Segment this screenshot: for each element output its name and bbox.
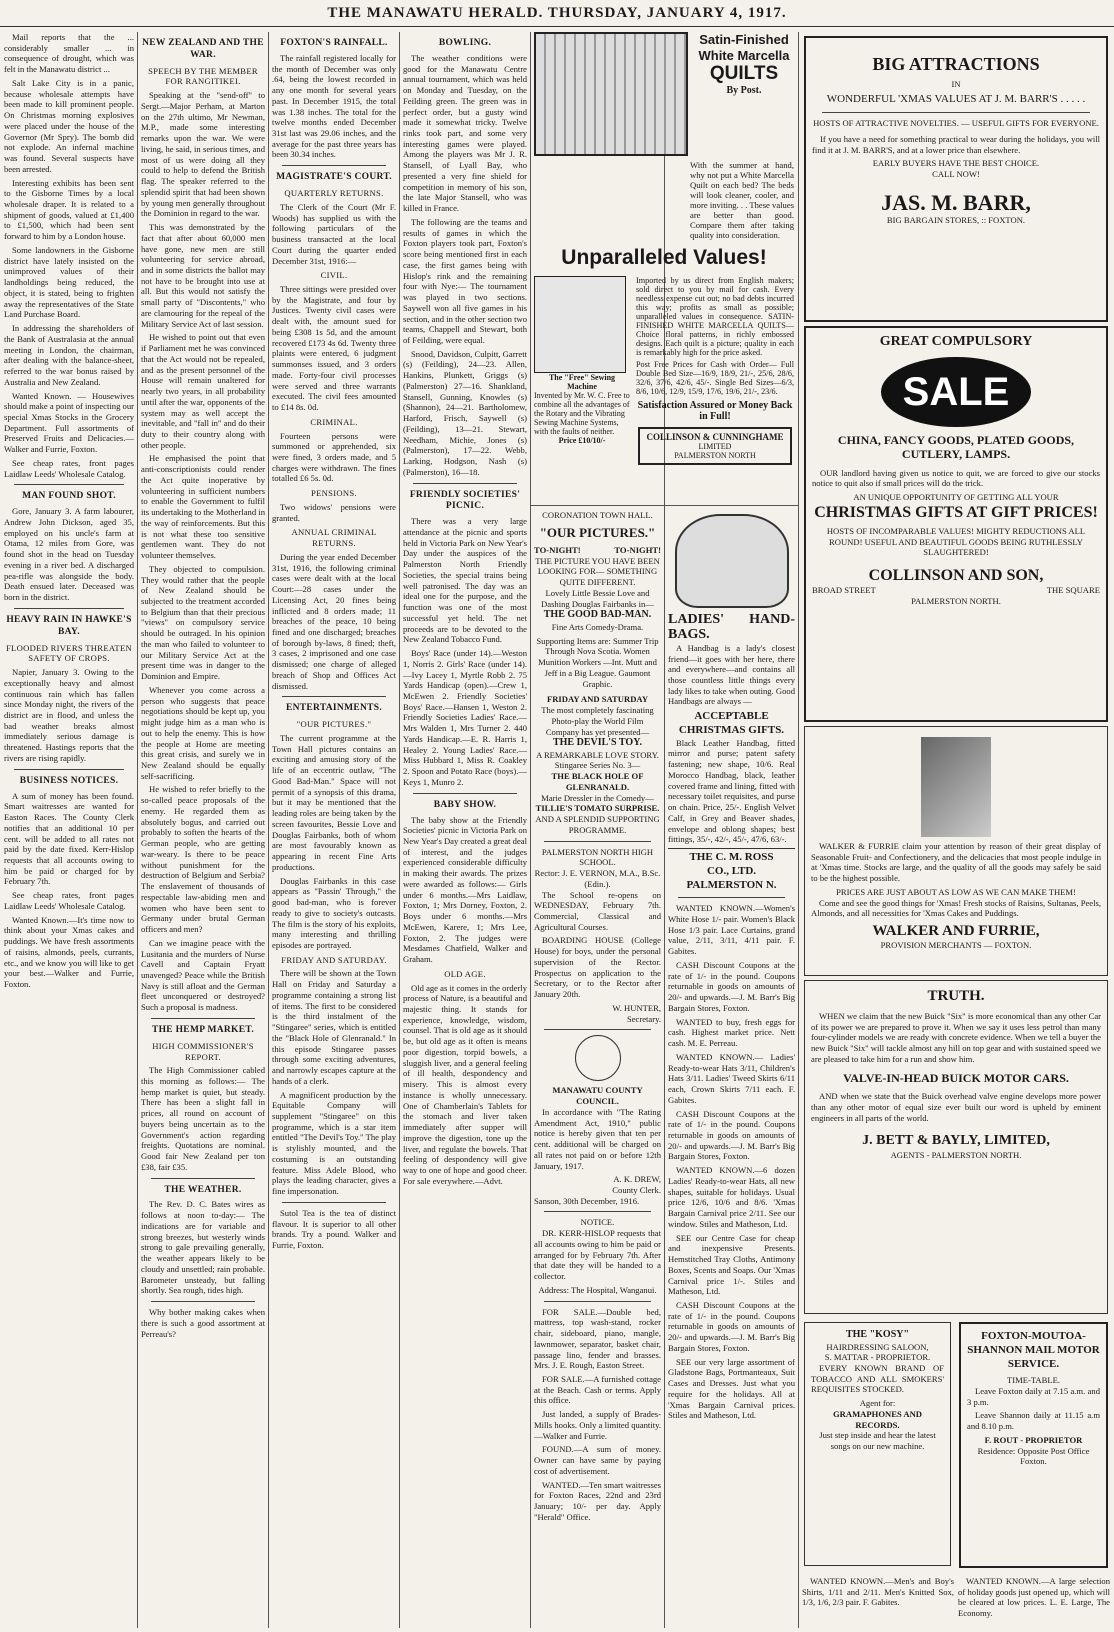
ad-guarantee: Satisfaction Assured or Money Back in Full! bbox=[637, 400, 793, 423]
article-paragraph: Interesting exhibits has been sent to the Gisborne Times by a local wholesale draper. It is related to a shipment of goods, valued at £1,400 to £1,500, which had been sent forward to him by a London house. bbox=[4, 177, 134, 242]
walker-advertisement bbox=[804, 726, 1108, 976]
classified-ad: Just landed, a supply of Brades-Mills hooks. Only a limited quantity.—Walker and Furrie. bbox=[534, 1409, 661, 1441]
ad-headline: CHRISTMAS GIFTS AT GIFT PRICES! bbox=[814, 503, 1098, 521]
truth-advertisement bbox=[804, 980, 1108, 1314]
divider bbox=[151, 1301, 255, 1302]
divider bbox=[282, 696, 386, 697]
article-paragraph: Douglas Fairbanks in this case appears as "Passin' Through," the good bad-man, who is forever ready to give to society's outcasts. The film is the story of his exploits, many interesting and thrilling episodes are portrayed. bbox=[272, 875, 396, 950]
show-text: Lovely Little Bessie Love and Dashing Douglas Fairbanks in— bbox=[541, 587, 654, 609]
ad-text: HOSTS OF INCOMPARABLE VALUES! MIGHTY REDUCTIONS ALL ROUND! USEFUL AND BEAUTIFUL GOODS BEING RUTHLESSLY SLAUGHTERED! bbox=[826, 525, 1086, 558]
bags-text: A Handbag is a lady's closest friend—it goes with her here, there and everywhere—and contains all those countless little things every lady likes to take when outing. Good Handbags are always — bbox=[668, 642, 795, 707]
article-paragraph: Can we imagine peace with the Lusitania and the murders of Nurse Cavell and Captain Fryatt unavenged? Peace while the British Navy is still afloat and the German fleet unconquered or destroyed? Such a proposal is madness. bbox=[141, 937, 265, 1013]
show-text: The most completely fascinating Photo-play the World Film Company has yet presented— bbox=[541, 705, 654, 737]
christmas-tree-illustration bbox=[921, 737, 991, 837]
ad-body: With the summer at hand, why not put a White Marcella Quilt on each bed? The beds will look cleaner, cooler, and more inviting. . . These values are better than good. Compare them after taking quality into consideration. bbox=[690, 160, 794, 240]
divider bbox=[678, 897, 785, 898]
column-2 bbox=[141, 32, 265, 1628]
article-paragraph: The High Commissioner cabled this morning as follows:— The hemp market is quiet, but steady. There has been a slight fall in prices, all round on account of buyers being uncertain as to the Government's action regarding freights. Quotations are nominal. Good fair New Zealand per ton £38, fair £35. bbox=[141, 1065, 265, 1172]
divider bbox=[544, 1029, 651, 1030]
article-paragraph: Sutol Tea is the tea of distinct flavour. It is superior to all other brands. Try a pound. Walker and Furrie, Foxton. bbox=[272, 1207, 396, 1251]
column-rule bbox=[798, 32, 799, 1628]
divider bbox=[822, 112, 1090, 113]
subheadline: OLD AGE. bbox=[444, 968, 486, 979]
classified-ad: WANTED.—Ten smart waitresses for Foxton Races, 22nd and 23rd January; 10/- per day. Apply "Herald" Office. bbox=[534, 1479, 661, 1522]
ad-title: White Marcella bbox=[698, 47, 790, 63]
show-text: Supporting Items are: Summer Trip Through Nova Scotia. Women Munition Workers —Int. Mutt and Jeff in a Big League. Gaumont Graphic. bbox=[536, 635, 659, 689]
signature-title: Secretary. bbox=[626, 1013, 661, 1024]
notice-text: DR. KERR-HISLOP requests that all accounts owing to him be paid or arranged for by February 7th. After that date they will be handed to a collector. bbox=[534, 1228, 661, 1282]
ad-address: PALMERSTON NORTH. bbox=[911, 596, 1001, 607]
signature: W. HUNTER, bbox=[612, 1002, 661, 1013]
bags-text: Black Leather Handbag, fitted mirror and purse; patent safety fastening; new shape, 10/6. Real Morocco Handbag, black, leather covered frame and lining, fitted with necessary toilet requisites, and purse on chain. Price, 25/-. English Velvet Calf, in Grey and Beaver shades, envelope and oblong shapes; best fittings, 35/-, 42/-, 45/-, 47/6, 63/-. bbox=[668, 737, 795, 845]
firm-name: PALMERSTON N. bbox=[686, 878, 777, 891]
show-text: Stingaree Series No. 3— bbox=[554, 760, 641, 771]
quilt-advertisement bbox=[534, 32, 794, 504]
ad-text: If you have a need for something practical to wear during the holidays, you will find it at J. M. BARR'S, and at a lower price than elsewhere. bbox=[812, 133, 1100, 155]
classified-ad: WANTED KNOWN.— Ladies' Ready-to-wear Hats 3/11, Children's Hats 3/11. Ladies' Tweed Skirts 6/11 each, Crown Skirts 7/11 each. F. Gabites. bbox=[668, 1051, 795, 1105]
article-paragraph: Some landowners in the Gisborne district have lately insisted on the unimproved values of their landholdings being reduced, the object, it is stated, being to frighten away the representatives of the State Land Purchase Board. bbox=[4, 244, 134, 320]
classified-ad: FOR SALE.—A furnished cottage at the Beach. Cash or terms. Apply this office. bbox=[534, 1373, 661, 1406]
ad-text: Residence: Opposite Post Office Foxton. bbox=[977, 1445, 1090, 1467]
tonight-label: TO-NIGHT! bbox=[614, 544, 661, 555]
headline: THE WEATHER. bbox=[164, 1184, 242, 1195]
column-4 bbox=[403, 32, 527, 1628]
subheadline: CRIMINAL. bbox=[310, 416, 358, 427]
article-paragraph: Two widows' pensions were granted. bbox=[272, 501, 396, 523]
firm-name: CO., LTD. bbox=[706, 864, 757, 877]
ad-firm: J. BETT & BAYLY, LIMITED, bbox=[862, 1133, 1050, 1149]
column-6 bbox=[668, 510, 795, 1628]
article-paragraph: Whenever you come across a person who suggests that peace negotiations should be kept up, you might judge him as a man who is out to help the enemy. This is how the people at Home are meeting this great crisis, and surely we in New Zealand should be equally self-sacrificing. bbox=[141, 684, 265, 781]
show-text: Fine Arts Comedy-Drama. bbox=[551, 621, 644, 632]
signature: A. K. DREW, bbox=[613, 1174, 661, 1185]
ad-text: PRICES ARE JUST ABOUT AS LOW AS WE CAN MAKE THEM! bbox=[836, 886, 1076, 897]
ad-text: AND when we state that the Buick overhead valve engine develops more power than any other motor of equal size ever built our word is upheld by eminent engineers in all parts of the world. bbox=[811, 1091, 1101, 1123]
subheadline: QUARTERLY RETURNS. bbox=[284, 188, 384, 199]
ad-text: WONDERFUL 'XMAS VALUES AT J. M. BARR'S . . . . . bbox=[826, 93, 1086, 106]
headline: BUSINESS NOTICES. bbox=[19, 775, 119, 786]
divider bbox=[531, 505, 798, 506]
article-paragraph: See cheap rates, front pages Laidlaw Leeds' Wholesale Catalog. bbox=[4, 457, 134, 479]
article-paragraph: The Rev. D. C. Bates wires as follows at noon to-day:— The indications are for variable and strong breezes, but westerly winds strong to gale prevailing generally, the weather appears likely to be cloudy and unsettled; rain probable. Barometer unsteady, but falling shortly. Sea rough, tides high. bbox=[141, 1199, 265, 1296]
subheadline: SPEECH BY THE MEMBER FOR RANGITIKEI. bbox=[148, 65, 258, 87]
headline: HEAVY RAIN IN HAWKE'S BAY. bbox=[6, 614, 132, 637]
quilt-illustration bbox=[534, 32, 688, 156]
school-head: PALMERSTON NORTH HIGH bbox=[541, 846, 654, 857]
article-paragraph: There will be shown at the Town Hall on Friday and Saturday a programme containing a strong list of items. The first to be considered is the third instalment of the "Stingaree" series, which is entitled the "Black Hole of Glenranald." In this episode Stingaree passes through some exciting adventures, and narrowly escapes capture at the hands of a clerk. bbox=[272, 968, 396, 1086]
firm-ltd: LIMITED bbox=[698, 442, 732, 452]
article-paragraph: Boys' Race (under 14).—Weston 1, Norris 2. Girls' Race (under 14).—Ivy Lacey 1, Myrtle Robb 2. 75 Yards Handicap (open).—Crew 1, McEwen 2. Friendly Societies' Boys' Race.—Hansen 1, Weston 2. Friendly Societies Ladies' Race.—Mrs Walden 1, Mrs Turner 2. 440 Yards Handicap.—E. R. Harris 1, Healey 2. Young Ladies' Race.—Miss Hubbard 1, Miss R. Coakley 2. Spoon and Potato Race (boys).—Keys 1, Munro 2. bbox=[403, 648, 527, 787]
classified-ad: CASH Discount Coupons at the rate of 1/- in the pound. Coupons returnable in goods on amounts of 20/- and upwards.—J. M. Barr's Big Bargain Stores, Foxton. bbox=[668, 1299, 795, 1353]
ad-text: CALL NOW! bbox=[932, 169, 980, 180]
ad-address: BROAD STREET bbox=[812, 585, 876, 596]
subheadline: FLOODED RIVERS THREATEN SAFETY OF CROPS. bbox=[5, 642, 133, 664]
ad-headline: Unparalleled Values! bbox=[561, 246, 767, 269]
article-paragraph: There was a very large attendance at the picnic and sports held in Victoria Park on New Year's Day under the auspices of the Palmerston North Friendly Societies, the special trains being well patronised. The day was an ideal one for the purpose, and the function was one of the most successful yet held. The net proceeds are to be devoted to the New Zealand Tobacco Fund. bbox=[403, 516, 527, 645]
article-paragraph: This was demonstrated by the fact that after about 60,000 men have gone, new men are still volunteering for service abroad, and in some districts the ballot may not have to be brought into use at all. But this would not satisfy the small party of "Discontents," who are clamouring for the repeal of the Military Service Act of last session. bbox=[141, 222, 265, 329]
ad-text: S. MATTAR - PROPRIETOR. bbox=[824, 1352, 931, 1363]
classified-ad: WANTED KNOWN.—A large selection of holiday goods just opened up, which will be cleared at low prices. L. E. Large, The Economy. bbox=[958, 1576, 1110, 1619]
article-paragraph: Why bother making cakes when there is such a good assortment at Perreau's? bbox=[141, 1307, 265, 1339]
classified-ad: SEE our very large assortment of Gladstone Bags, Portmanteaux, Suit Cases and Dresses. Just what you require for the holidays. All at 'Xmas Bargain Carnival prices. Stiles and Matheson, Ltd. bbox=[668, 1356, 795, 1421]
ad-text: Agent for: bbox=[859, 1398, 896, 1409]
show-text: THE PICTURE YOU HAVE BEEN LOOKING FOR— SOMETHING QUITE DIFFERENT. bbox=[535, 555, 660, 588]
classified-ad: FOUND.—A sum of money. Owner can have same by paying cost of advertisement. bbox=[534, 1444, 661, 1476]
headline: ENTERTAINMENTS. bbox=[285, 703, 383, 714]
ad-text: PROVISION MERCHANTS — FOXTON. bbox=[880, 940, 1032, 951]
council-text: In accordance with "The Rating Amendment Act, 1910," public notice is hereby given that ten per cent. additional will be charged on all rates not paid on or before 12th January, 1917. bbox=[534, 1106, 661, 1171]
firm-name: THE C. M. ROSS bbox=[668, 848, 795, 865]
feature-title: THE BLACK HOLE OF GLENRANALD. bbox=[551, 771, 644, 792]
article-paragraph: A sum of money has been found. Smart waitresses are wanted for Easton Races. The County Clerk notifies that an additional 10 per cent. will be added to all rates not paid by the date fixed. Kerr-Hislop requests that all accounts owing to him be paid or charged for by February 7th. bbox=[4, 790, 134, 887]
ad-headline: BIG ATTRACTIONS bbox=[872, 54, 1040, 74]
ad-text: WALKER & FURRIE claim your attention by reason of their great display of Seasonable Fruit- and Confectionery, and the delicacies that most people indulge in at 'Xmas time. Stocks are large, and the quality of all the goods may safely be said to be the highest possible. bbox=[811, 841, 1101, 884]
school-head: SCHOOL. bbox=[579, 857, 616, 868]
column-3 bbox=[272, 32, 396, 1628]
ad-headline: GREAT COMPULSORY bbox=[879, 334, 1033, 349]
machine-label: The "Free" Sewing Machine bbox=[548, 373, 616, 392]
article-paragraph: The rainfall registered locally for the month of December was only .64, being the lowest recorded in any one month for several years past. In December 1915, the total was 1.38 inches. The total for the twelve months ended December 31st last was 29.06 inches, and the average for the past three years has been 30.34 inches. bbox=[272, 52, 396, 160]
column-rule bbox=[137, 32, 138, 1628]
school-text: The School re-opens on WEDNESDAY, February 7th. Commercial, Classical and Agricultural Courses. bbox=[534, 889, 661, 932]
headline: FOXTON'S RAINFALL. bbox=[280, 38, 388, 48]
signature-title: County Clerk. bbox=[612, 1184, 661, 1195]
article-paragraph: Wanted Known.—It's time now to think about your Xmas cakes and puddings. We have fresh assortments of raisins, almonds, peels, currants, etc., and we know you will like to get your best.—Walker and Furrie, Foxton. bbox=[4, 914, 134, 990]
sale-badge: SALE bbox=[881, 357, 1031, 427]
article-paragraph: He wished to refer briefly to the so-called peace proposals of the enemy. He regarded them as absolutely bogus, and carried out probably to soften the hearts of the German people, who are getting war-weary. Is there to be peace without punishment for the destruction of Belgium and Serbia? The enslavement of thousands of respectable law-abiding men and women who have been sent to Germany under brutal German officers and men? bbox=[141, 784, 265, 935]
ad-firm: COLLINSON AND SON, bbox=[868, 567, 1044, 585]
divider bbox=[151, 1178, 255, 1179]
feature-title: THE GOOD BAD-MAN. bbox=[543, 609, 652, 621]
ad-subtitle: By Post. bbox=[726, 85, 762, 97]
classified-ad: WANTED KNOWN.—Women's White Hose 1/- pair. Women's Black Hose 1/3 pair. Lace Curtains, grand value, 2/11, 3/11, 4/11 pair. F. Gabites. bbox=[668, 903, 795, 957]
column-rule bbox=[268, 32, 269, 1628]
feature-title: THE DEVIL'S TOY. bbox=[552, 737, 643, 749]
ad-headline: THE "KOSY" bbox=[845, 1329, 910, 1340]
firm-location: PALMERSTON NORTH bbox=[674, 451, 756, 461]
article-paragraph: See cheap rates, front pages Laidlaw Leeds' Wholesale Catalog. bbox=[4, 890, 134, 911]
council-head: MANAWATU COUNTY COUNCIL. bbox=[552, 1085, 643, 1107]
column-5 bbox=[534, 510, 661, 1628]
ad-firm: JAS. M. BARR, bbox=[881, 189, 1031, 215]
show-text: Marie Dressler in the Comedy— bbox=[541, 792, 654, 803]
divider bbox=[544, 841, 651, 842]
column-7 bbox=[802, 32, 1110, 1628]
article-paragraph: He emphasised the point that anti-conscriptionists could render the Act quite inoperative by volunteering in sufficient numbers to enable the Government to fulfil its undertaking to the Motherland in the way of reinforcements. But this is not what these too sensitive gentlemen want. They do not volunteer themselves. bbox=[141, 453, 265, 561]
divider bbox=[544, 1211, 651, 1212]
ad-text: AGENTS - PALMERSTON NORTH. bbox=[890, 1150, 1022, 1161]
sewing-machine-illustration bbox=[534, 276, 626, 373]
ad-firm: WALKER AND FURRIE, bbox=[872, 923, 1040, 940]
classified-ad: WANTED KNOWN.—Men's and Boy's Shirts, 1/11 and 2/11. Men's Knitted Sox, 1/3, 1/6, 2/3 pair. F. Gabites. bbox=[802, 1576, 954, 1608]
article-paragraph: Three sittings were presided over by the Magistrate, and four by Justices. Twenty civil cases were dealt with, the amount sued for being £308 1s 5d, and the amount recovered £173 4s 6d. Twenty three plaints were entered, 6 judgment summonses issued, and 3 orders made. Forty-four civil processes were served and three warrants executed. The civil fees amounted to £14 8s. 0d. bbox=[272, 283, 396, 413]
firm-name: COLLINSON & CUNNINGHAME bbox=[646, 432, 784, 443]
classified-ad: WANTED to buy, fresh eggs for cash. Highest market price. Nett cash. M. E. Perreau. bbox=[668, 1016, 795, 1049]
divider bbox=[282, 165, 386, 166]
headline: THE HEMP MARKET. bbox=[151, 1024, 254, 1035]
divider bbox=[14, 484, 124, 485]
ad-text: IN bbox=[951, 78, 961, 89]
show-title: "OUR PICTURES." bbox=[539, 524, 656, 540]
ad-text: WHEN we claim that the new Buick "Six" is more economical than any other Car of its power we are prepared to prove it. When we say it uses less petrol than many four-cylinder models we are ready with concrete evidence. When we tell a buyer the new Buick "Six" will tackle almost any hill on top gear and with sustained speed we are pleased to take him for a run and show him. bbox=[811, 1011, 1101, 1064]
divider bbox=[151, 1018, 255, 1019]
notice-head: NOTICE. bbox=[580, 1217, 615, 1228]
headline: BABY SHOW. bbox=[433, 799, 497, 810]
divider bbox=[14, 608, 124, 609]
bags-subhead: ACCEPTABLE CHRISTMAS GIFTS. bbox=[678, 710, 785, 736]
show-text: A REMARKABLE LOVE STORY. bbox=[536, 749, 659, 760]
headline: FRIENDLY SOCIETIES' PICNIC. bbox=[409, 489, 521, 512]
article-paragraph: Wanted Known. — Housewives should make a point of inspecting our special Xmas Stocks in the Grocery Department. Full assortments of Preserved Fruits and Delicacies.—Walker and Furrie, Foxton. bbox=[4, 390, 134, 455]
bags-title: LADIES' HAND-BAGS. bbox=[668, 612, 795, 643]
ad-text: Leave Shannon daily at 11.15 a.m and 8.10 p.m. bbox=[967, 1410, 1100, 1432]
article-paragraph: Salt Lake City is in a panic, because wholesale attempts have been made to kill prominent people. On Christmas morning explosives were placed under the house of the Governor (Mr Spry). The bomb did not explode. An infernal machine was found. Several suspects have been arrested. bbox=[4, 77, 134, 174]
divider bbox=[413, 793, 517, 794]
article-paragraph: During the year ended December 31st, 1916, the following criminal cases were dealt with at the local Court:—28 cases under the Licensing Act, 20 fines being inflicted and 8 orders made; 11 breaches of the peace, 10 being fined and one discharged; breaches of borough by-laws, 8 fined; theft, 3 cases, 2 imprisoned and one case dismissed; one charge of alleged breach of Shop and Offices Act dismissed. bbox=[272, 551, 396, 691]
headline: BOWLING. bbox=[438, 38, 492, 48]
divider bbox=[14, 769, 124, 770]
barr-advertisement bbox=[804, 36, 1108, 322]
article-paragraph: The following are the teams and results of games in which the Foxton players took part, Foxton's score being mentioned first in each case, the first games being with Hislop's rink and the remaining four with Nye:— The tournament was played in two sections. Saywell won all five games in his section, and in the other section two teams, Chappell and Stewart, both of Feilding, were equal. bbox=[403, 216, 527, 345]
classified-ad: CASH Discount Coupons at the rate of 1/- in the pound. Coupons returnable in goods on amounts of 20/- and upwards.—J. M. Barr's Big Bargain Stores, Foxton. bbox=[668, 959, 795, 1013]
column-rule bbox=[530, 32, 531, 1628]
ad-text: OUR landlord having given us notice to quit, we are forced to give our stocks notice to quit also if small prices will do the trick. bbox=[812, 467, 1100, 489]
divider bbox=[282, 1202, 386, 1203]
article-paragraph: The Clerk of the Court (Mr F. Woods) has supplied us with the following particulars of the business transacted at the local Court during the quarter ended December 31st, 1916:— bbox=[272, 201, 396, 266]
article-paragraph: Napier, January 3. Owing to the exceptionally heavy and almost continuous rain which has fallen since Monday night, the rivers of the district are in flood, and unless the bad weather breaks almost immediately serious damage is threatened. Hastings reports that the rivers are rising rapidly. bbox=[4, 667, 134, 763]
classified-ad: SEE our Centre Case for cheap and inexpensive Presents. Hemstitched Tray Cloths, Antimony Boxes, Scents and Soaps. Our 'Xmas Carnival price 1/-. Stiles and Matheson, Ltd. bbox=[668, 1232, 795, 1297]
subheadline: CIVIL. bbox=[320, 270, 348, 281]
ad-text: Come and see the good things for 'Xmas! Fresh stocks of Raisins, Sultanas, Peels, Almonds, and all necessities for 'Xmas Cakes and Puddings. bbox=[811, 897, 1101, 919]
article-paragraph: The weather conditions were good for the Manawatu Centre annual tournament, which was held on Monday and Tuesday, on the Feilding green. The green was in perfect order, but a gusty wind made it somewhat tricky. Twelve rinks took part, and some very interesting games were played. Among the players was Mr J. R. Stansell, of Lyall Bay, who presented a very fine shield for competition in memory of his son, the late Major Stansell, who was killed in France. bbox=[403, 52, 527, 214]
ad-text: TIME-TABLE. bbox=[1006, 1375, 1060, 1386]
divider bbox=[413, 483, 517, 484]
show-text: AND A SPLENDID SUPPORTING PROGRAMME. bbox=[535, 814, 660, 835]
ad-text: Leave Foxton daily at 7.15 a.m. and 3 p.m. bbox=[967, 1385, 1100, 1407]
article-paragraph: The baby show at the Friendly Societies' picnic in Victoria Park on New Year's Day created a great deal of interest, and the judges experienced considerable difficulty in making their awards. The prizes were awarded as follows:— Girls under 6 months.—Mrs Laidlaw, Foxton, 1; Mrs Dorney, Foxton, 2. Boys under 6 months.—Mrs McEwen, Karere, 1; Mrs Lee, Foxton, 2. The judges were Mesdames Chatfield, Walker and Graham. bbox=[403, 814, 527, 965]
column-1 bbox=[4, 32, 134, 1628]
sale-advertisement bbox=[804, 326, 1108, 722]
coat-of-arms-icon bbox=[575, 1035, 621, 1081]
ad-text: F. ROUT - PROPRIETOR bbox=[984, 1434, 1083, 1445]
subheadline: ANNUAL CRIMINAL RETURNS. bbox=[291, 527, 377, 549]
venue: CORONATION TOWN HALL. bbox=[542, 510, 653, 520]
subheadline: HIGH COMMISSIONER'S REPORT. bbox=[152, 1040, 254, 1062]
council-date: Sanson, 30th December, 1916. bbox=[534, 1195, 640, 1206]
notice-address: Address: The Hospital, Wanganui. bbox=[538, 1284, 657, 1295]
ad-text: AN UNIQUE OPPORTUNITY OF GETTING ALL YOUR bbox=[853, 492, 1059, 503]
handbag-illustration bbox=[675, 514, 789, 608]
ad-headline: TRUTH. bbox=[927, 988, 985, 1004]
headline: NEW ZEALAND AND THE WAR. bbox=[142, 38, 264, 60]
ad-text: HAIRDRESSING SALOON, bbox=[826, 1341, 929, 1352]
ad-text: CHINA, FANCY GOODS, PLATED GOODS, CUTLERY, LAMPS. bbox=[837, 432, 1075, 462]
column-rule bbox=[399, 32, 400, 1628]
feature-title: TILLIE'S TOMATO SURPRISE. bbox=[535, 803, 660, 814]
masthead: THE MANAWATU HERALD. THURSDAY, JANUARY 4, 1917. bbox=[0, 0, 1114, 27]
article-paragraph: The current programme at the Town Hall pictures contains an exciting and amusing story of the life of an eccentric outlaw, "The Good Bad-Man." Space will not permit of a synopsis of this drama, but it may be mentioned that the leading roles are being taken by the screen favourites, Bessie Love and Douglas Fairbanks, both of whom are most favourably known as appearing in recent Fine Arts productions. bbox=[272, 733, 396, 872]
article-paragraph: Gore, January 3. A farm labourer, Andrew John Dickson, aged 35, employed on his uncle's farm at Otama, 12 miles from Gore, was found shot in the head on Tuesday evening in a river bed. A discharged pea-rifle was alongside the body. Death ensued later. Deceased was born in the district. bbox=[4, 506, 134, 603]
classified-ad: WANTED KNOWN.—6 dozen Ladies' Ready-to-wear Hats, all new shapes, suitable for holidays. Usual price 12/6, 10/6 and 8/6. 'Xmas Bargain Carnival price 2/11. See our window. Stiles and Matheson, Ltd. bbox=[668, 1165, 795, 1229]
headline: MAGISTRATE'S COURT. bbox=[276, 172, 392, 183]
ad-headline: VALVE-IN-HEAD BUICK MOTOR CARS. bbox=[843, 1070, 1069, 1085]
machine-description: Invented by Mr. W. C. Free to combine all the advantages of the Rotary and the Vibrating Sewing Machine Systems, with the faults of neither. bbox=[534, 391, 630, 437]
headline: MAN FOUND SHOT. bbox=[22, 491, 116, 502]
ad-title: Satin-Finished bbox=[699, 32, 789, 47]
article-paragraph: In addressing the shareholders of the Bank of Australasia at the annual meeting in London, the chairman, after dealing with the balance-sheet, referred to the war bonus raised by Australia and New Zealand. bbox=[4, 323, 134, 387]
machine-price: Price £10/10/- bbox=[558, 436, 606, 446]
article-paragraph: Fourteen persons were summoned or apprehended, six were fined, 3 orders made, and 5 charges were withdrawn. The fines totalled £6 5s. 0d. bbox=[272, 430, 396, 484]
kosy-advertisement bbox=[804, 1322, 951, 1566]
ad-text: EARLY BUYERS HAVE THE BEST CHOICE. bbox=[872, 158, 1040, 169]
school-text: BOARDING HOUSE (College House) for boys, under the personal supervision of the Rector. Prospectus on application to the Secretary, or to the Rector after January 20th. bbox=[534, 935, 661, 1000]
classified-ad: CASH Discount Coupons at the rate of 1/- in the pound. Coupons returnable in goods on amounts of 20/- and upwards.—J. M. Barr's Big Bargain Stores, Foxton. bbox=[668, 1108, 795, 1162]
ad-title: QUILTS bbox=[709, 63, 779, 85]
ad-headline: FOXTON-MOUTOA-SHANNON MAIL MOTOR SERVICE. bbox=[967, 1330, 1100, 1370]
article-paragraph: They objected to compulsion. They would rather that the people of New Zealand should be subjected to the treatment accorded to Belgium than that their precious "views" on compulsory service should be outraged. In his opinion the man who failed to volunteer to our Military Service Act at the present time was in danger to the Dominion and Empire. bbox=[141, 563, 265, 682]
subheadline: PENSIONS. bbox=[311, 488, 357, 499]
ad-text: BIG BARGAIN STORES, :: FOXTON. bbox=[886, 215, 1026, 226]
ad-text: HOSTS OF ATTRACTIVE NOVELTIES. — USEFUL GIFTS FOR EVERYONE. bbox=[813, 118, 1099, 129]
mail-service-advertisement bbox=[959, 1322, 1108, 1568]
article-paragraph: Snood, Davidson, Culpitt, Garrett (s) (Feilding), 24—23. Allen, Hankins, Plunkett, Griggs (s) (Palmerston) 27—16. Shankland, Stansell, Gunning, Knowles (s) (Shannon), 24—21. Bartholomew, Harford, Frisch, Saywell (s) (Feilding), 13—21. Stewart, Needham, Michie, Jones (s) (Palmerston), 17—22. Webb, Larking, Hodgson, Nash (s) (Palmerston), 16—18. bbox=[403, 348, 527, 477]
ad-text: EVERY KNOWN BRAND OF TOBACCO AND ALL SMOKERS' REQUISITES STOCKED. bbox=[811, 1362, 944, 1395]
ad-text: Just step inside and hear the latest songs on our new machine. bbox=[819, 1430, 936, 1452]
article-paragraph: Speaking at the "send-off" to Sergt.—Major Perham, at Marton on the 27th ultimo, Mr Newman, M.P., made some interesting remarks upon the war. We were living, he said, in serious times, and most of us were doing all they could to help to defend the British flag. The speaker referred to the splendid spirit that had been shown by young men generally throughout the Dominion in regard to the war. bbox=[141, 90, 265, 219]
classified-ad: FOR SALE.—Double bed, mattress, top wash-stand, rocker chair, sideboard, piano, mangle, lawnmower, separator, basket chair, passage lino, fender and brasses. Mrs. J. E. Rough, Easton Street. bbox=[534, 1306, 661, 1371]
school-rector: Rector: J. E. VERNON, M.A., B.Sc. (Edin.). bbox=[534, 868, 661, 889]
divider bbox=[544, 1301, 651, 1302]
ad-prices: Post Free Prices for Cash with Order— Full Double Bed Size—16/9, 18/9, 21/-, 25/6, 28/6, 32/6, 37/6, 42/6, 45/-. Single Bed Sizes—6/3, 8/6, 10/6, 12/9, 15/9, 17/6, 19/6, 21/-, 23/6. bbox=[636, 360, 794, 397]
show-subhead: FRIDAY AND SATURDAY bbox=[546, 694, 649, 705]
article-paragraph: A magnificent production by the Equitable Company will supplement "Stingaree" on this programme, which is a star item entitled "The Devil's Toy." The play is stylishly mounted, and the costuming is an outstanding feature. Miss Adele Blood, who plays the leading character, gives a fine impersonation. bbox=[272, 1089, 396, 1197]
article-paragraph: He wished to point out that even if Parliament met he was convinced that the Act would not be repealed, and as the present personnel of the House will remain unaltered for nearly two years, in all probability until after the war, opponents of the system may as well accept the inevitable, and "fall in" and do their duty to their country along with other people. bbox=[141, 332, 265, 450]
article-paragraph: Old age as it comes in the orderly process of Nature, is a beautiful and majestic thing. It stands for experience, knowledge, wisdom, counsel. That is old age as it should be, but old age as it often is means poor digestion, torpid bowels, a sluggish liver, and a general feeling of ill health, despondency and misery. This is almost every instance is wholly unnecessary. One of Chamberlain's Tablets for the stomach and liver taken immediately after supper will improve the digestion, tone up the liver, and regulate the bowels. That feeling of despondency will give way to one of hope and good cheer. For sale everywhere.—Advt. bbox=[403, 982, 527, 1186]
ad-body: Imported by us direct from English makers; sold direct to you by mail for cash. Every needless expense cut out; no bad debts incurred this way; profits as small as possible; unparalleled values in consequence. SATIN-FINISHED WHITE MARCELLA QUILTS—Choice floral patterns, in richly embossed designs. Each quilt is a picture; quality in each is remarkably high for the price asked. bbox=[636, 276, 794, 358]
subheadline: FRIDAY AND SATURDAY. bbox=[281, 954, 387, 965]
tonight-label: TO-NIGHT! bbox=[534, 544, 581, 555]
ad-text: GRAMAPHONES AND RECORDS. bbox=[832, 1408, 923, 1430]
subheadline: "OUR PICTURES." bbox=[296, 719, 372, 730]
ad-address: THE SQUARE bbox=[1046, 585, 1100, 596]
article-paragraph: Mail reports that the ... considerably smaller ... in consequence of drought, which was felt in the Manawatu district ... bbox=[4, 32, 134, 75]
